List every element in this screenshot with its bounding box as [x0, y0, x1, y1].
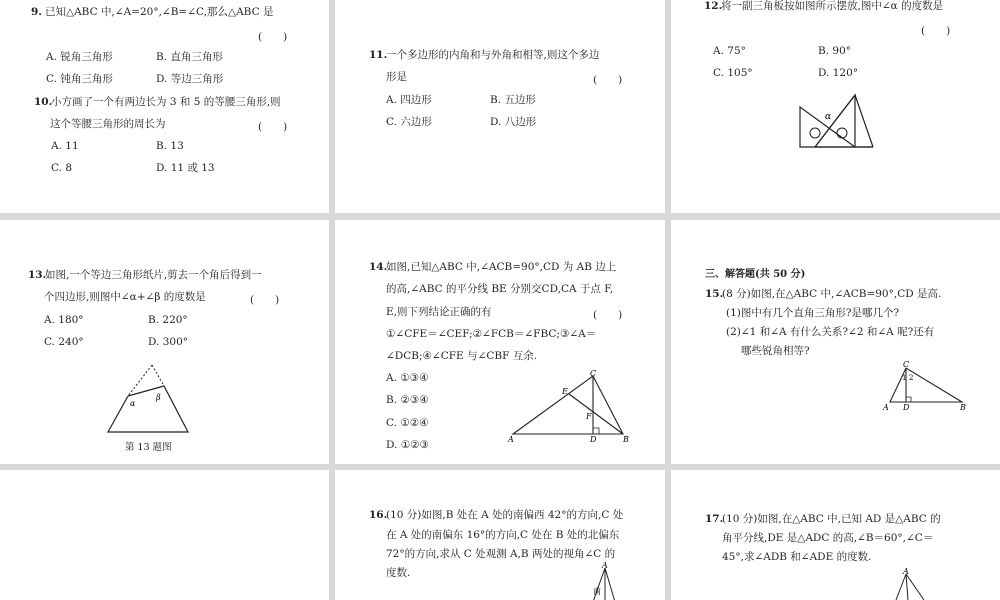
q15-label-d: D	[903, 403, 910, 412]
q11-stem-line1: 一个多边形的内角和与外角和相等,则这个多边	[386, 49, 600, 61]
q15-stem-line2: (1)图中有几个直角三角形?是哪几个?	[726, 307, 900, 319]
q17-label-a: A	[903, 568, 909, 576]
panel-q12	[671, 0, 1000, 213]
q15-stem-line3: (2)∠1 和∠A 有什么关系?∠2 和∠A 呢?还有	[726, 326, 935, 338]
q15-stem-line4: 哪些锐角相等?	[741, 345, 810, 357]
q15-label-2: 2	[909, 374, 914, 382]
q17-side-ac	[906, 574, 924, 600]
q16-stem-line4: 度数.	[386, 567, 411, 579]
q12-number: 12.	[704, 0, 723, 12]
q13-option-b: B. 220°	[148, 314, 188, 326]
q14-option-a: A. ①③④	[386, 372, 429, 384]
q12-option-b: B. 90°	[818, 45, 852, 57]
q17-triangle-figure	[876, 568, 936, 600]
q15-stem-line1: (8 分)如图,在△ABC 中,∠ACB=90°,CD 是高.	[722, 288, 942, 300]
q9-number: 9.	[31, 6, 42, 18]
q15-triangle-figure	[878, 360, 978, 420]
q12-edge	[815, 95, 855, 147]
panel-q11	[335, 0, 665, 213]
q15-number: 15.	[705, 288, 724, 300]
q14-label-a: A	[508, 435, 514, 444]
q14-right-angle-mark	[593, 428, 599, 434]
q14-stem-line3: E,则下列结论正确的有	[386, 306, 492, 318]
q13-number: 13.	[28, 269, 47, 281]
q15-label-c: C	[903, 360, 910, 369]
q17-stem-line2: 角平分线,DE 是△ADC 的高,∠B＝60°,∠C＝	[722, 532, 934, 544]
q10-option-b: B. 13	[156, 140, 184, 152]
q12-option-c: C. 105°	[713, 67, 753, 79]
q10-stem-line1: 小方画了一个有两边长为 3 和 5 的等腰三角形,则	[51, 96, 281, 108]
q11-option-c: C. 六边形	[386, 116, 432, 128]
q11-answer-paren: ( )	[593, 74, 623, 86]
q14-triangle-figure	[507, 370, 637, 450]
q10-option-a: A. 11	[51, 140, 79, 152]
q13-dashed-left	[128, 365, 152, 396]
q9-option-c: C. 钝角三角形	[46, 73, 113, 85]
q11-stem-line2: 形是	[386, 71, 407, 83]
q16-stem-line2: 在 A 处的南偏东 16°的方向,C 处在 B 处的北偏东	[386, 529, 620, 541]
panel-q9-q10	[0, 0, 329, 213]
q15-label-1: 1	[902, 374, 907, 382]
panel-q16	[335, 470, 665, 600]
q13-option-c: C. 240°	[44, 336, 84, 348]
q9-option-a: A. 锐角三角形	[46, 51, 113, 63]
q14-stem-line1: 如图,已知△ABC 中,∠ACB=90°,CD 为 AB 边上	[386, 261, 617, 273]
q14-label-f: F	[586, 412, 592, 421]
q9-answer-paren: ( )	[258, 31, 288, 43]
q11-number: 11.	[369, 49, 388, 61]
q15-label-b: B	[960, 403, 966, 412]
q14-option-d: D. ①②③	[386, 439, 429, 451]
q12-stem: 将一副三角板按如图所示摆放,图中∠α 的度数是	[721, 0, 944, 12]
q14-stem-line5: ∠DCB;④∠CFE 与∠CBF 互余.	[386, 350, 538, 362]
panel-q15	[671, 220, 1000, 464]
q16-label-a: A	[602, 562, 608, 570]
q13-beta-label: β	[156, 393, 161, 402]
q16-label-south: 南	[593, 587, 601, 596]
section-3-title: 三、解答题(共 50 分)	[705, 269, 806, 280]
q14-label-b: B	[623, 435, 629, 444]
panel-q13	[0, 220, 329, 464]
q13-stem-line1: 如图,一个等边三角形纸片,剪去一个角后得到一	[45, 269, 262, 281]
q10-option-c: C. 8	[51, 162, 73, 174]
q13-alpha-label: α	[130, 399, 136, 408]
q11-option-a: A. 四边形	[386, 94, 432, 106]
q14-option-c: C. ①②④	[386, 417, 429, 429]
q14-stem-line2: 的高,∠ABC 的平分线 BE 分别交CD,CA 于点 F,	[386, 283, 614, 295]
q16-number: 16.	[369, 509, 388, 521]
q17-side-ab	[896, 574, 906, 600]
q14-label-d: D	[590, 435, 597, 444]
q12-hole-left	[810, 128, 820, 138]
q10-option-d: D. 11 或 13	[156, 162, 215, 174]
q12-hole-right	[837, 128, 847, 138]
q13-dashed-right	[152, 365, 164, 386]
q13-quadrilateral	[108, 386, 188, 432]
q9-option-d: D. 等边三角形	[156, 73, 224, 85]
q17-number: 17.	[705, 513, 724, 525]
q14-number: 14.	[369, 261, 388, 273]
q15-triangle-abc	[890, 368, 962, 402]
q10-stem-line2: 这个等腰三角形的周长为	[50, 118, 166, 130]
q16-line-ac	[605, 568, 615, 600]
q10-number: 10.	[34, 96, 53, 108]
q12-option-a: A. 75°	[713, 45, 746, 57]
q17-stem-line3: 45°,求∠ADB 和∠ADE 的度数.	[722, 551, 872, 563]
q12-set-squares-figure	[797, 93, 887, 153]
q13-figure-caption: 第 13 题图	[125, 442, 172, 453]
q12-option-d: D. 120°	[818, 67, 859, 79]
q9-option-b: B. 直角三角形	[156, 51, 223, 63]
q11-option-b: B. 五边形	[490, 94, 536, 106]
q12-alpha-label: α	[825, 112, 832, 122]
q16-stem-line3: 72°的方向,求从 C 处观测 A,B 两处的视角∠C 的	[386, 548, 616, 560]
q11-option-d: D. 八边形	[490, 116, 537, 128]
q12-answer-paren: ( )	[921, 25, 951, 37]
q15-label-a: A	[883, 403, 889, 412]
panel-q17	[671, 470, 1000, 600]
q13-stem-line2: 个四边形,则图中∠α+∠β 的度数是	[44, 291, 206, 303]
q13-option-d: D. 300°	[148, 336, 189, 348]
q13-answer-paren: ( )	[250, 294, 280, 306]
panel-blank	[0, 470, 329, 600]
q14-stem-line4: ①∠CFE＝∠CEF;②∠FCB＝∠FBC;③∠A＝	[386, 328, 597, 340]
q14-answer-paren: ( )	[593, 309, 623, 321]
q9-stem: 已知△ABC 中,∠A=20°,∠B=∠C,那么△ABC 是	[45, 6, 274, 18]
q12-edge-slant	[855, 95, 873, 147]
q15-right-angle-mark	[906, 397, 911, 402]
q13-triangle-figure	[104, 360, 204, 435]
q14-label-c: C	[590, 370, 597, 378]
q16-stem-line1: (10 分)如图,B 处在 A 处的南偏西 42°的方向,C 处	[386, 509, 624, 521]
panel-q14	[335, 220, 665, 464]
q16-direction-figure	[575, 562, 635, 600]
q17-stem-line1: (10 分)如图,在△ABC 中,已知 AD 是△ABC 的	[722, 513, 941, 525]
q10-answer-paren: ( )	[258, 121, 288, 133]
q14-label-e: E	[562, 387, 568, 396]
q14-option-b: B. ②③④	[386, 394, 429, 406]
q14-triangle-abc	[513, 376, 623, 434]
q17-bisector-ad	[906, 574, 908, 600]
q13-option-a: A. 180°	[44, 314, 84, 326]
